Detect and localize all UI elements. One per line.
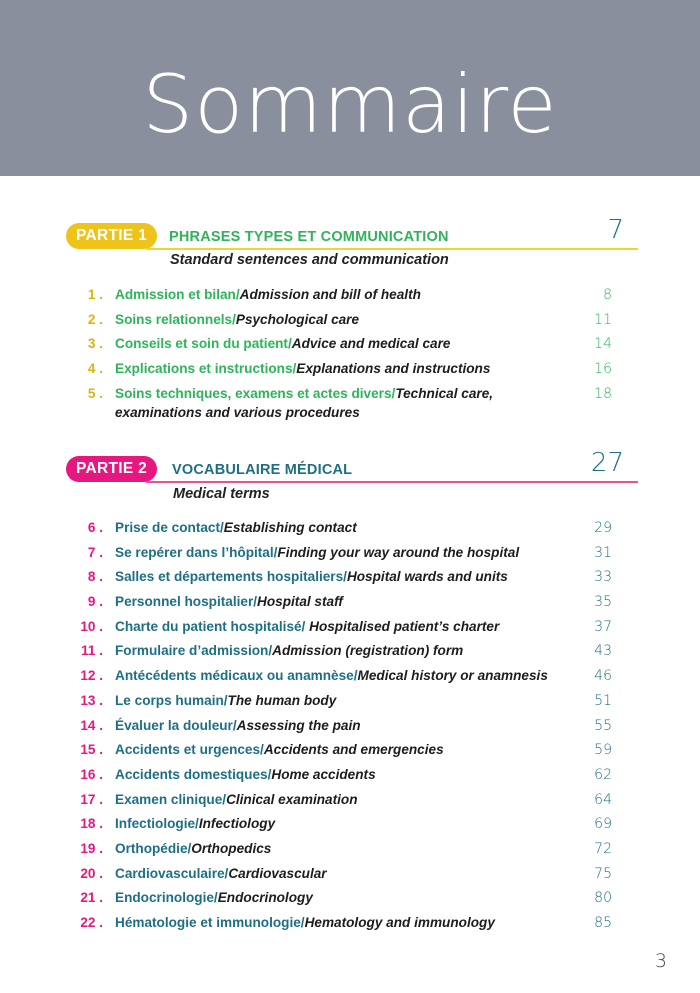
entry-title bbox=[115, 384, 493, 404]
toc-entry[interactable] bbox=[0, 814, 700, 839]
entry-title-fr: Endocrinologie/ bbox=[115, 890, 218, 906]
entry-title-en: Hospital staff bbox=[257, 594, 343, 610]
entry-title-fr: Accidents domestiques/ bbox=[115, 766, 272, 782]
toc-entry[interactable] bbox=[0, 913, 700, 938]
entry-page: 62 bbox=[594, 766, 612, 783]
entry-title-en: Clinical examination bbox=[226, 791, 358, 807]
entry-title bbox=[115, 691, 336, 711]
entry-page: 46 bbox=[594, 668, 612, 685]
entry-title-en: Orthopedics bbox=[191, 840, 272, 856]
toc-entry[interactable] bbox=[0, 310, 700, 335]
part-2-list bbox=[0, 518, 700, 938]
toc-entry[interactable] bbox=[0, 334, 700, 359]
entry-title bbox=[115, 617, 499, 637]
entry-title-en: Endocrinology bbox=[217, 890, 313, 906]
part-1-page: 7 bbox=[607, 215, 624, 245]
part-1-badge: PARTIE 1 bbox=[66, 223, 157, 249]
entry-title-en-cont: examinations and various procedures bbox=[115, 405, 360, 421]
toc-entry[interactable] bbox=[0, 691, 700, 716]
entry-number: 12 . bbox=[80, 668, 103, 684]
entry-page: 80 bbox=[594, 890, 612, 907]
entry-title bbox=[115, 334, 450, 354]
toc-entry[interactable] bbox=[0, 641, 700, 666]
toc-entry[interactable] bbox=[0, 359, 700, 384]
entry-title bbox=[115, 518, 357, 538]
entry-title bbox=[115, 864, 327, 884]
entry-number: 22 . bbox=[80, 915, 103, 930]
entry-title-fr: Personnel hospitalier/ bbox=[115, 594, 258, 610]
part-2-title: VOCABULAIRE MÉDICAL bbox=[172, 462, 353, 478]
entry-title-fr: Cardiovasculaire/ bbox=[115, 865, 229, 881]
entry-title bbox=[115, 543, 519, 563]
entry-number: 4 . bbox=[87, 361, 103, 377]
toc-entry[interactable] bbox=[0, 839, 700, 864]
entry-number: 1 . bbox=[87, 287, 103, 302]
entry-title-en: Medical history or anamnesis bbox=[357, 668, 548, 684]
entry-title bbox=[115, 913, 495, 933]
entry-title-fr: Charte du patient hospitalisé/ bbox=[115, 618, 310, 634]
entry-page: 55 bbox=[594, 717, 612, 734]
entry-title-en: Psychological care bbox=[235, 311, 360, 327]
entry-title bbox=[115, 888, 313, 908]
page-title: Sommaire bbox=[142, 58, 558, 151]
entry-title-en: Home accidents bbox=[271, 766, 376, 782]
entry-page: 11 bbox=[594, 311, 612, 328]
entry-page: 14 bbox=[594, 336, 612, 353]
entry-page: 43 bbox=[594, 643, 612, 660]
entry-title bbox=[115, 790, 358, 810]
entry-number: 6 . bbox=[87, 520, 103, 535]
entry-title bbox=[115, 641, 463, 661]
entry-title-fr: Orthopédie/ bbox=[115, 840, 192, 856]
entry-number: 16 . bbox=[80, 766, 103, 782]
entry-number: 5 . bbox=[87, 385, 103, 401]
entry-title-en: Establishing contact bbox=[223, 520, 357, 535]
toc-entry[interactable] bbox=[0, 285, 700, 310]
toc-entry[interactable] bbox=[0, 765, 700, 790]
entry-title bbox=[115, 592, 343, 612]
entry-page: 16 bbox=[594, 361, 612, 378]
toc-entry[interactable] bbox=[0, 864, 700, 889]
entry-number: 8 . bbox=[87, 569, 103, 585]
page-number: 3 bbox=[654, 950, 667, 972]
entry-number: 9 . bbox=[87, 594, 103, 610]
entry-page: 33 bbox=[594, 569, 612, 586]
entry-number: 3 . bbox=[87, 336, 103, 352]
toc-entry[interactable] bbox=[0, 888, 700, 913]
entry-title-fr: Salles et départements hospitaliers/ bbox=[115, 569, 347, 585]
entry-page: 72 bbox=[594, 840, 612, 857]
entry-page: 75 bbox=[594, 865, 612, 882]
entry-title bbox=[115, 839, 271, 859]
entry-title-en: Hospital wards and units bbox=[346, 569, 508, 585]
entry-title-fr: Explications et instructions/ bbox=[115, 361, 297, 377]
entry-title-fr: Conseils et soin du patient/ bbox=[115, 336, 292, 352]
entry-title bbox=[115, 359, 490, 379]
toc-entry-continuation bbox=[0, 405, 700, 428]
entry-number: 18 . bbox=[80, 816, 103, 832]
divider bbox=[146, 481, 638, 483]
entry-title-fr: Prise de contact/ bbox=[115, 520, 224, 535]
entry-title-en: Accidents and emergencies bbox=[263, 742, 444, 758]
toc-entry[interactable] bbox=[0, 592, 700, 617]
entry-title-fr: Le corps humain/ bbox=[115, 692, 228, 708]
entry-page: 35 bbox=[594, 594, 612, 611]
part-1-heading[interactable] bbox=[66, 215, 638, 249]
entry-title-en: Admission (registration) form bbox=[272, 643, 464, 659]
entry-title bbox=[115, 567, 508, 587]
entry-page: 69 bbox=[594, 816, 612, 833]
part-2-page: 27 bbox=[590, 448, 624, 478]
entry-title-en: Technical care, bbox=[395, 385, 494, 401]
entry-title-en: Admission and bill of health bbox=[239, 287, 421, 302]
part-1-title: PHRASES TYPES ET COMMUNICATION bbox=[169, 229, 449, 245]
toc-entry[interactable] bbox=[0, 567, 700, 592]
entry-number: 15 . bbox=[80, 742, 103, 758]
toc-entry[interactable] bbox=[0, 716, 700, 741]
entry-title-en: The human body bbox=[227, 692, 337, 708]
entry-title bbox=[115, 814, 275, 834]
toc-entry[interactable] bbox=[0, 518, 700, 543]
entry-title bbox=[115, 666, 548, 686]
entry-title-fr: Soins techniques, examens et actes divers/ bbox=[115, 385, 396, 401]
entry-number: 17 . bbox=[80, 791, 103, 807]
entry-title-en: Hematology and immunology bbox=[304, 915, 495, 930]
entry-number: 14 . bbox=[80, 717, 103, 733]
title-banner bbox=[0, 0, 700, 176]
entry-title bbox=[115, 285, 421, 305]
entry-page: 29 bbox=[594, 520, 612, 536]
part-1-subtitle: Standard sentences and communication bbox=[170, 252, 449, 268]
toc-entry[interactable] bbox=[0, 543, 700, 568]
toc-entry[interactable] bbox=[0, 790, 700, 815]
entry-title-en: Infectiology bbox=[198, 816, 276, 832]
entry-title-fr: Soins relationnels/ bbox=[115, 311, 236, 327]
entry-title-fr: Accidents et urgences/ bbox=[115, 742, 264, 758]
entry-title-fr: Examen clinique/ bbox=[115, 791, 227, 807]
part-2-badge: PARTIE 2 bbox=[66, 456, 157, 482]
entry-title-fr: Admission et bilan/ bbox=[115, 287, 240, 302]
entry-title bbox=[115, 716, 361, 736]
entry-page: 31 bbox=[594, 544, 612, 561]
toc-entry[interactable] bbox=[0, 617, 700, 642]
entry-title-en: Finding your way around the hospital bbox=[277, 544, 520, 560]
part-2-heading[interactable] bbox=[66, 448, 638, 482]
entry-number: 21 . bbox=[80, 890, 103, 906]
part-1-list bbox=[0, 285, 700, 428]
entry-number: 10 . bbox=[80, 618, 103, 634]
entry-page: 85 bbox=[594, 915, 612, 931]
entry-title-fr: Hématologie et immunologie/ bbox=[115, 915, 305, 930]
entry-title-fr: Antécédents médicaux ou anamnèse/ bbox=[115, 668, 358, 684]
entry-title-fr: Formulaire d’admission/ bbox=[115, 643, 273, 659]
entry-title-fr: Infectiologie/ bbox=[115, 816, 199, 832]
entry-title bbox=[115, 310, 359, 330]
entry-page: 8 bbox=[603, 287, 612, 303]
entry-title-fr: Se repérer dans l’hôpital/ bbox=[115, 544, 278, 560]
entry-page: 18 bbox=[594, 385, 612, 402]
entry-number: 19 . bbox=[80, 840, 103, 856]
part-2-subtitle: Medical terms bbox=[173, 486, 270, 502]
entry-number: 13 . bbox=[80, 692, 103, 708]
toc-entry[interactable] bbox=[0, 740, 700, 765]
entry-title-en: Advice and medical care bbox=[291, 336, 451, 352]
entry-title-en: Explanations and instructions bbox=[296, 361, 491, 377]
divider bbox=[146, 248, 638, 250]
entry-title bbox=[115, 740, 444, 760]
entry-number: 11 . bbox=[81, 643, 103, 659]
entry-page: 51 bbox=[594, 692, 612, 709]
entry-number: 7 . bbox=[87, 544, 103, 560]
entry-number: 2 . bbox=[87, 311, 103, 327]
entry-page: 59 bbox=[594, 742, 612, 759]
entry-title-en: Hospitalised patient’s charter bbox=[309, 618, 500, 634]
entry-title-en: Cardiovascular bbox=[228, 865, 327, 881]
entry-title-en: Assessing the pain bbox=[236, 717, 361, 733]
entry-title bbox=[115, 765, 376, 785]
toc-entry[interactable] bbox=[0, 666, 700, 691]
entry-page: 37 bbox=[594, 618, 612, 635]
entry-page: 64 bbox=[594, 791, 612, 808]
entry-title-fr: Évaluer la douleur/ bbox=[115, 717, 237, 733]
entry-number: 20 . bbox=[80, 865, 103, 881]
